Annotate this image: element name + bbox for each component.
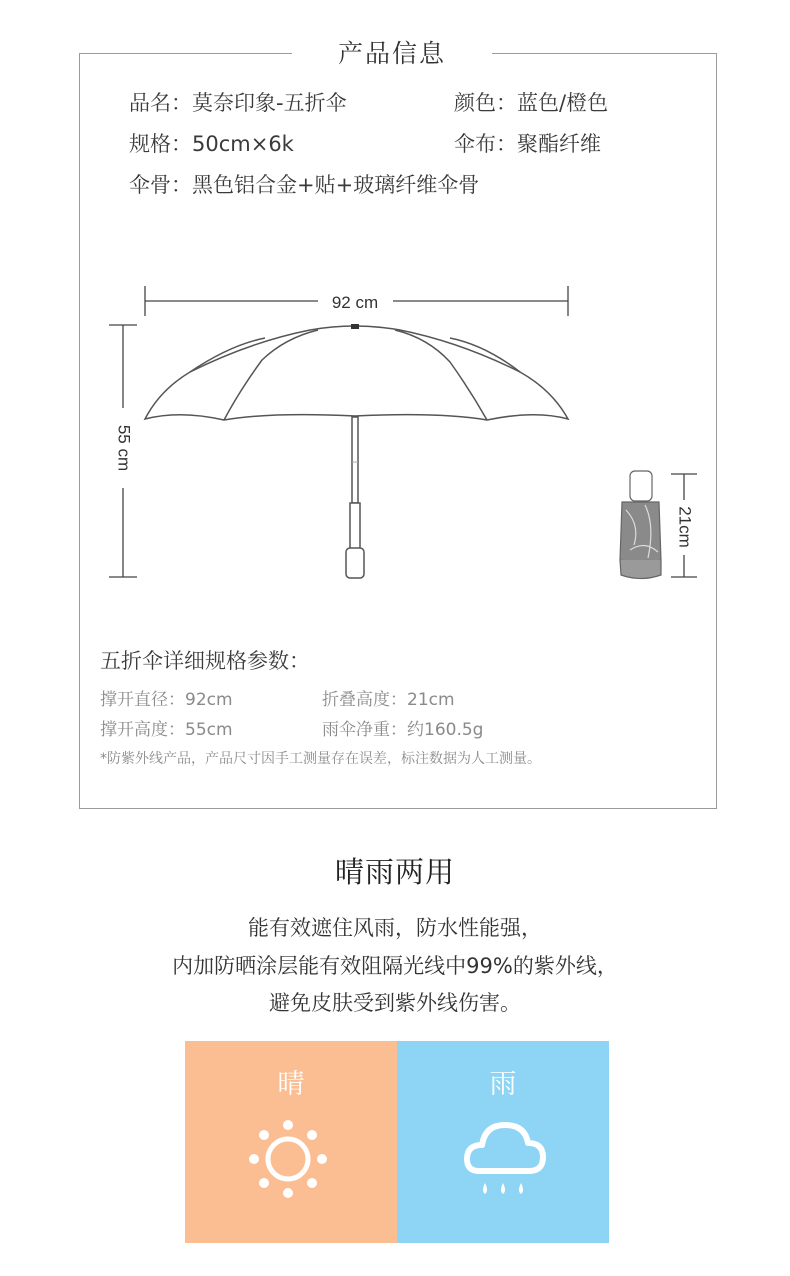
product-info-title: 产品信息 xyxy=(292,34,492,74)
rainy-panel xyxy=(397,1041,609,1243)
sunny-panel xyxy=(185,1041,397,1243)
feature-description-line-3: 避免皮肤受到紫外线伤害。 xyxy=(269,991,521,1015)
folded-umbrella-illustration xyxy=(620,471,661,579)
detail-folded-height: 折叠高度：21cm xyxy=(322,690,455,710)
measurement-note: *防紫外线产品，产品尺寸因手工测量存在误差，标注数据为人工测量。 xyxy=(100,751,541,767)
spec-fabric: 伞布：聚酯纤维 xyxy=(454,132,601,156)
detail-net-weight: 雨伞净重：约160.5g xyxy=(322,720,484,740)
feature-heading: 晴雨两用 xyxy=(334,855,455,889)
height-label: 55 cm xyxy=(114,424,134,472)
rainy-label: 雨 xyxy=(489,1069,517,1100)
folded-height-label: 21cm xyxy=(675,506,695,548)
feature-description-line-2: 内加防晒涂层能有效阻隔光线中99%的紫外线， xyxy=(172,954,618,978)
detail-open-diameter: 撑开直径：92cm xyxy=(100,690,233,710)
spec-color: 颜色：蓝色/橙色 xyxy=(454,91,609,115)
feature-description-line-1: 能有效遮住风雨，防水性能强， xyxy=(248,916,542,940)
sun-icon xyxy=(185,1041,397,1243)
open-umbrella-illustration xyxy=(145,324,568,578)
spec-size: 规格：50cm×6k xyxy=(129,132,294,156)
detail-spec-title: 五折伞详细规格参数： xyxy=(100,649,310,673)
spec-frame: 伞骨：黑色铝合金+贴+玻璃纤维伞骨 xyxy=(129,173,480,197)
rain-cloud-icon xyxy=(397,1041,609,1243)
sunny-label: 晴 xyxy=(277,1069,305,1100)
spec-name: 品名：莫奈印象-五折伞 xyxy=(129,91,347,115)
width-label: 92 cm xyxy=(331,293,379,312)
detail-open-height: 撑开高度：55cm xyxy=(100,720,233,740)
